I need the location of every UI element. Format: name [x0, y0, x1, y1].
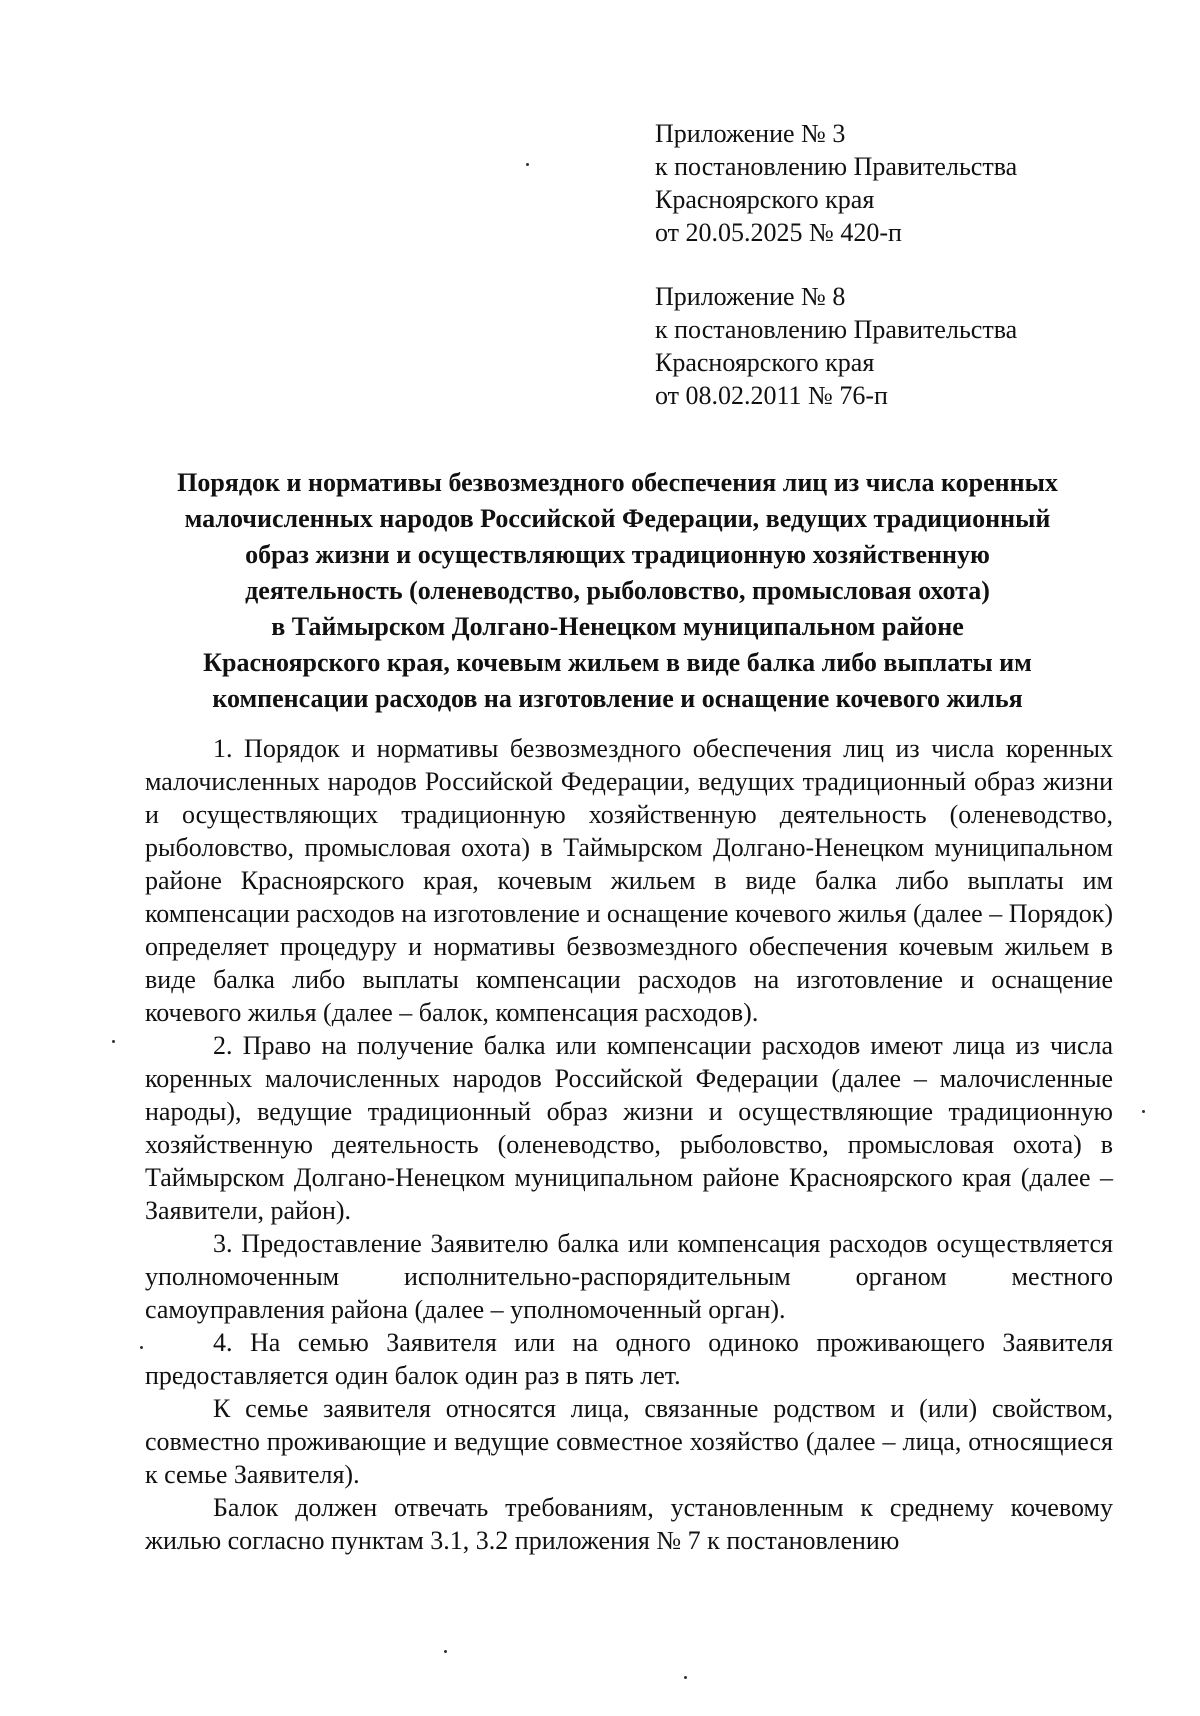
- paragraph-2: 2. Право на получение балка или компенсации расходов имеют лица из числа коренных малочисленных народов Российской Федерации (далее – малочисленные народы), ведущие традиционный образ жизни и осуществляющие традиционную хозяйственную деятельность (оленеводство, рыболовство, промысловая охота) в Таймырском Долгано-Ненецком муниципальном районе Красноярского края (далее – Заявители, район).: [145, 1031, 1113, 1225]
- paragraph-4: 4. На семью Заявителя или на одного одиноко проживающего Заявителя предоставляется один балок один раз в пять лет.: [145, 1328, 1113, 1390]
- scan-speck: [684, 1676, 687, 1679]
- appendix-reference: к постановлению Правительства: [655, 152, 1018, 181]
- appendix-date: от 20.05.2025 № 420-п: [655, 218, 902, 247]
- title-line: в Таймырском Долгано-Ненецком муниципальном районе: [271, 612, 964, 641]
- appendix-number: Приложение № 8: [655, 282, 846, 311]
- appendix-header-original: [655, 280, 1155, 412]
- scan-speck: [444, 1650, 447, 1653]
- paragraph-1: 1. Порядок и нормативы безвозмездного обеспечения лиц из числа коренных малочисленных народов Российской Федерации, ведущих традиционный образ жизни и осуществляющих традиционную хозяйственную деятельность (оленеводство, рыболовство, промысловая охота) в Таймырском Долгано-Ненецком муниципальном районе Красноярского края, кочевым жильем в виде балка либо выплаты им компенсации расходов на изготовление и оснащение кочевого жилья (далее – Порядок) определяет процедуру и нормативы безвозмездного обеспечения кочевым жильем в виде балка либо выплаты компенсации расходов на изготовление и оснащение кочевого жилья (далее – балок, компенсация расходов).: [145, 734, 1113, 1027]
- scan-speck: [140, 1346, 143, 1349]
- title-line: образ жизни и осуществляющих традиционную хозяйственную: [245, 540, 990, 569]
- title-line: малочисленных народов Российской Федерации, ведущих традиционный: [184, 504, 1051, 533]
- paragraph-6: Балок должен отвечать требованиям, установленным к среднему кочевому жилью согласно пунктам 3.1, 3.2 приложения № 7 к постановлению: [145, 1493, 1113, 1555]
- document-title: [140, 465, 1095, 717]
- scan-speck: [112, 1040, 115, 1043]
- paragraph-5: К семье заявителя относятся лица, связанные родством и (или) свойством, совместно проживающие и ведущие совместное хозяйство (далее – лица, относящиеся к семье Заявителя).: [145, 1394, 1113, 1489]
- scan-speck: [526, 163, 529, 166]
- paragraph-3: 3. Предоставление Заявителю балка или компенсация расходов осуществляется уполномоченным исполнительно-распорядительным органом местного самоуправления района (далее – уполномоченный орган).: [145, 1229, 1113, 1324]
- title-line: Порядок и нормативы безвозмездного обеспечения лиц из числа коренных: [177, 468, 1058, 497]
- document-body: [145, 732, 1113, 1557]
- appendix-region: Красноярского края: [655, 185, 875, 214]
- title-line: компенсации расходов на изготовление и оснащение кочевого жилья: [212, 684, 1023, 713]
- appendix-date: от 08.02.2011 № 76-п: [655, 381, 888, 410]
- appendix-region: Красноярского края: [655, 348, 875, 377]
- appendix-header-current: [655, 117, 1155, 249]
- title-line: деятельность (оленеводство, рыболовство, промысловая охота): [245, 576, 990, 605]
- title-line: Красноярского края, кочевым жильем в виде балка либо выплаты им: [203, 648, 1032, 677]
- appendix-reference: к постановлению Правительства: [655, 315, 1018, 344]
- scan-speck: [1142, 1110, 1145, 1113]
- appendix-number: Приложение № 3: [655, 119, 846, 148]
